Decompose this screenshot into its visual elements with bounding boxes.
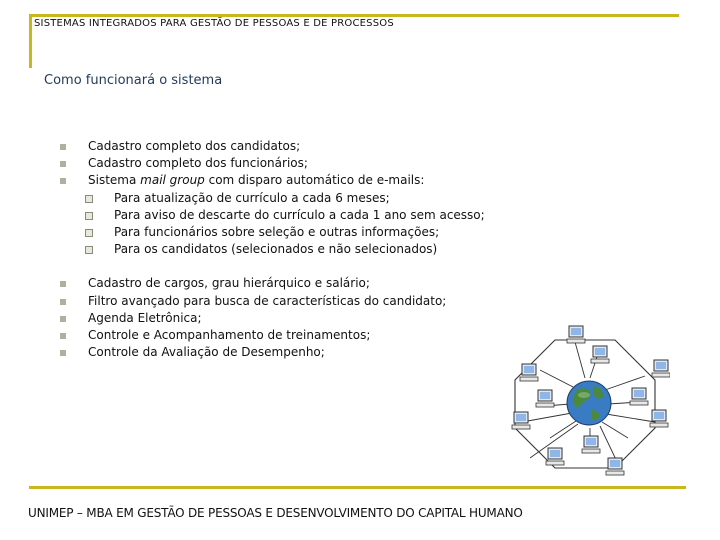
square-bullet-icon [60,144,66,150]
mail-group-term: mail group [140,173,205,188]
checkbox-bullet-icon [85,229,93,237]
footer-rule [29,486,686,489]
computer-icon [591,346,609,363]
computer-icon [512,412,530,429]
sub-list-item [58,190,485,207]
computer-icon [650,410,668,427]
bullet-list [58,138,485,361]
computer-icon [567,326,585,343]
list-item [58,344,485,361]
list-item-text: Controle da Avaliação de Desempenho; [88,345,325,360]
sub-list-item [58,241,485,258]
sub-list-item-text: Para os candidatos (selecionados e não selecionados) [114,242,438,257]
sub-list-item-text: Para atualização de currículo a cada 6 meses; [114,190,390,205]
list-item [58,275,485,292]
sub-list-item [58,207,485,224]
list-item-text: Cadastro de cargos, grau hierárquico e salário; [88,276,370,291]
sub-list-item-text: Para funcionários sobre seleção e outras informações; [114,225,440,240]
footer-text: UNIMEP – MBA EM GESTÃO DE PESSOAS E DESENVOLVIMENTO DO CAPITAL HUMANO [28,506,523,520]
globe-icon [567,381,611,425]
checkbox-bullet-icon [85,246,93,254]
header-title: SISTEMAS INTEGRADOS PARA GESTÃO DE PESSOAS E DE PROCESSOS [34,18,394,29]
list-item-text: Cadastro completo dos candidatos; [88,139,301,153]
list-item-text: Cadastro completo dos funcionários; [88,156,308,171]
computer-icon [630,388,648,405]
list-item-text: Controle e Acompanhamento de treinamentos; [88,328,371,343]
computer-icon [536,390,554,407]
computer-icon [652,360,670,377]
mail-prefix: Sistema [88,173,141,188]
section-title: Como funcionará o sistema [44,73,223,88]
square-bullet-icon [60,178,66,184]
list-item-text: Filtro avançado para busca de características do candidato; [88,293,447,308]
list-item-text: Agenda Eletrônica; [88,310,202,325]
header-rule-horizontal [29,14,679,17]
list-item [58,293,485,310]
computer-icon [582,436,600,453]
square-bullet-icon [60,161,66,167]
list-item-mail-group [58,172,485,189]
square-bullet-icon [60,281,66,287]
network-illustration [500,318,670,478]
computer-icon [546,448,564,465]
computer-icon [520,364,538,381]
square-bullet-icon [60,316,66,322]
sub-list-item-text: Para aviso de descarte do currículo a cada 1 ano sem acesso; [114,207,485,222]
checkbox-bullet-icon [85,195,93,203]
square-bullet-icon [60,350,66,356]
list-item [58,138,485,155]
list-item [58,327,485,344]
sub-list-item [58,224,485,241]
list-item [58,155,485,172]
list-item [58,310,485,327]
square-bullet-icon [60,299,66,305]
computer-icon [606,458,624,475]
header-rule-vertical [29,14,32,68]
square-bullet-icon [60,333,66,339]
mail-suffix: com disparo automático de e-mails: [204,173,425,188]
checkbox-bullet-icon [85,212,93,220]
